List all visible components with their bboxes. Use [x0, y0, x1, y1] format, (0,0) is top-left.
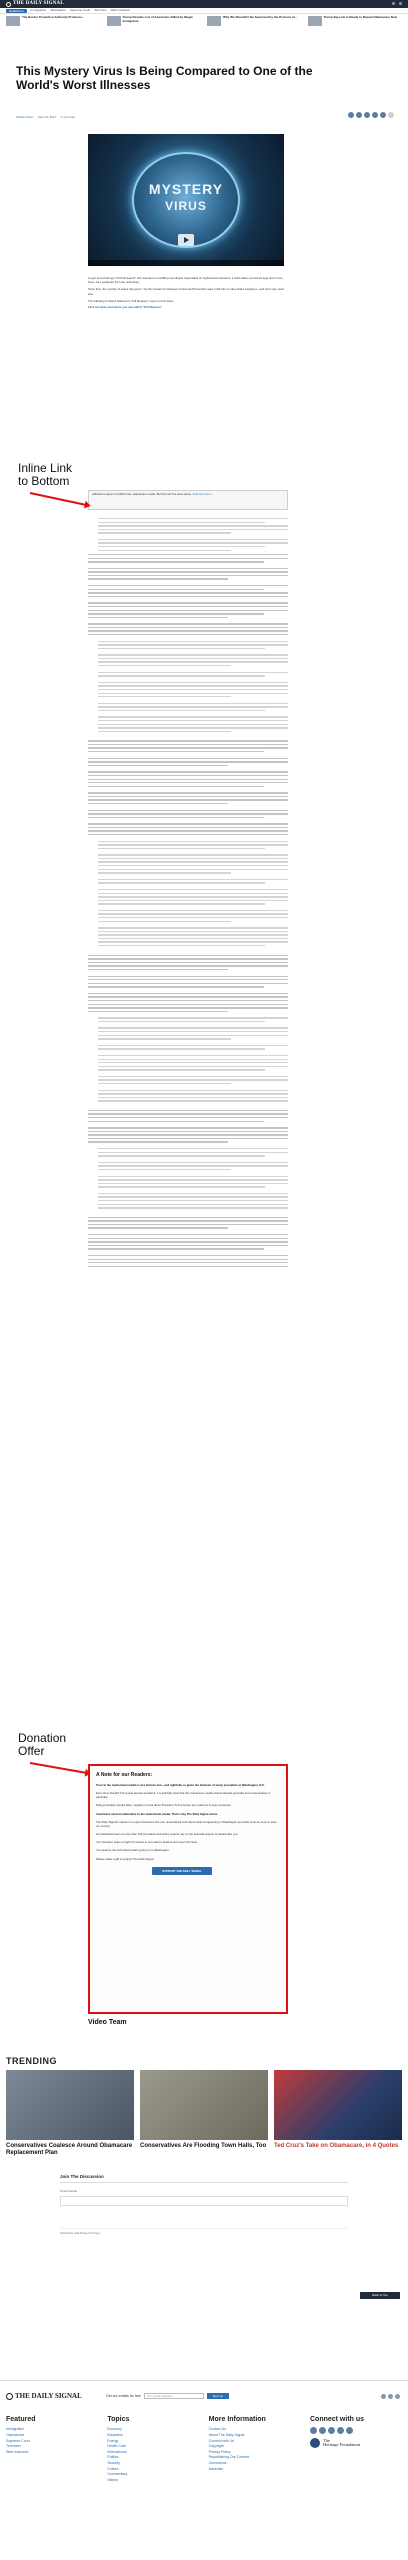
footer-column-topics [107, 2415, 199, 2483]
video-controls[interactable] [88, 260, 284, 266]
top-trending-item[interactable] [6, 16, 101, 30]
connect-social-row [310, 2427, 402, 2434]
youtube-icon[interactable] [395, 2394, 400, 2399]
publish-date: June 02, 2017 [37, 115, 57, 119]
article-paragraph: Since then, the number of cases has grown. Yet the Centers for Disease Control and Prevention says it still has no idea what's causing it—and won't say much else. [88, 287, 285, 296]
facebook-icon[interactable] [348, 112, 354, 118]
annotation-donation [18, 1732, 66, 1758]
paragraph-lines [88, 1110, 288, 1148]
email-field[interactable]: Your email address [144, 2393, 204, 2399]
footer-link[interactable]: Privacy Policy [208, 2449, 231, 2454]
video-team-heading: Video Team [88, 2019, 127, 2026]
footer-link[interactable]: About The Daily Signal [208, 2433, 245, 2438]
menu-icon[interactable] [399, 2, 402, 5]
interview-block [88, 518, 288, 551]
article-paragraph: A year and a half ago "Fox5 Research" first reported on a baffling new illness responsible for nightmarish scenarios: a child wakes up and his legs don't move. Soon, he's paralyzed from the neck down. [88, 276, 284, 285]
footer-link[interactable]: Commentary [107, 2472, 128, 2477]
footer-link[interactable]: Education [107, 2433, 123, 2438]
inline-link-to-bottom[interactable]: Find out more » [192, 492, 213, 496]
comment-input[interactable] [60, 2196, 348, 2206]
youtube-icon[interactable] [337, 2427, 344, 2434]
top-trending-item[interactable] [107, 16, 202, 30]
annotation-inline-link [18, 462, 72, 488]
article-paragraph: The following is Sharyl Attkisson's "Full Measure" report on this issue. [88, 298, 174, 303]
thumbnail [308, 16, 322, 26]
read-time: 4 min read [60, 115, 75, 119]
support-button[interactable]: SUPPORT THE DAILY SIGNAL [152, 1867, 212, 1875]
footer-column-featured [6, 2415, 98, 2483]
signup-label: Get our emails for free [106, 2393, 141, 2398]
article-headline: This Mystery Virus Is Being Compared to One of the World's Worst Illnesses [16, 64, 313, 92]
footer-link[interactable]: Contact Us [208, 2427, 226, 2432]
trending-caption: Conservatives Are Flooding Town Halls, Too [140, 2143, 267, 2149]
inline-callout-text: Attkisson's report on AFM is the mainstream media. But this can't be done alone. [92, 492, 192, 496]
instagram-icon[interactable] [328, 2427, 335, 2434]
email-signup [106, 2393, 229, 2399]
donation-offer-box [88, 1764, 288, 2014]
trending-heading: TRENDING [6, 2056, 57, 2066]
twitter-icon[interactable] [356, 112, 362, 118]
donation-paragraph: Trust in the mainstream media is at a historic low—and rightfully so given the behavior of many journalists in Washington, D.C. [96, 1782, 265, 1787]
subnav-item[interactable]: Immigration [30, 8, 47, 13]
trending-card[interactable] [274, 2070, 402, 2157]
googleplus-icon[interactable] [364, 112, 370, 118]
interview-block [88, 841, 288, 952]
interview-block [88, 641, 288, 738]
logo-mark-icon [6, 2393, 13, 2400]
back-to-top-button[interactable]: Back to Top [360, 2292, 400, 2299]
top-trending-title: Why We Shouldn't Be Surprised by the Protests at... [223, 15, 298, 19]
thumbnail [6, 16, 20, 26]
footer-link[interactable]: Politics [107, 2455, 119, 2460]
trending-image [6, 2070, 134, 2140]
top-trending-title: Trump Says He Is Ready to Repeal Obamacare Now [323, 15, 398, 19]
comment-count: 0 Comments [60, 2189, 78, 2194]
heritage-name-line-1: The [322, 2437, 330, 2443]
thumbnail [107, 16, 121, 26]
paragraph-lines [88, 1217, 288, 1273]
heritage-foundation-logo[interactable] [310, 2438, 402, 2448]
sub-navigation [0, 8, 408, 14]
subnav-item[interactable]: Obamacare [50, 8, 66, 13]
trending-card[interactable] [140, 2070, 268, 2157]
footer-logo[interactable] [6, 2392, 82, 2401]
subnav-active-pill[interactable]: Healthcare [6, 9, 27, 13]
trending-image [140, 2070, 268, 2140]
footer-link[interactable]: Republishing Our Content [208, 2455, 249, 2460]
footer-link[interactable]: Corrections [208, 2461, 227, 2465]
byline [16, 115, 75, 119]
linkedin-icon[interactable] [372, 112, 378, 118]
footer-link[interactable]: Copyright [208, 2444, 224, 2449]
donation-paragraph: Ever since Donald Trump was elected president, it is painfully clear that the mainstream media obsess liberals generally and conservatives in particular. [96, 1790, 271, 1800]
footer-link[interactable]: Culture [107, 2466, 119, 2471]
rss-icon[interactable] [346, 2427, 353, 2434]
top-trending-item[interactable] [207, 16, 302, 30]
heritage-name-line-2: Heritage Foundation [322, 2442, 361, 2448]
subnav-item[interactable]: Terrorism [94, 8, 107, 13]
footer-link[interactable]: Supreme Court [6, 2438, 30, 2443]
paragraph-lines [88, 554, 288, 641]
footer-column-title: Topics [107, 2416, 130, 2423]
paragraph-lines [88, 955, 288, 1018]
top-trending-item[interactable] [308, 16, 403, 30]
top-trending-strip [6, 16, 402, 30]
heritage-name [323, 2439, 360, 2449]
footer-column-title: Featured [6, 2416, 36, 2423]
hero-title-line-1: MYSTERY [148, 181, 224, 197]
trending-card[interactable] [6, 2070, 134, 2157]
footer-site-name: THE DAILY SIGNAL [15, 2392, 82, 2400]
signup-button[interactable]: Sign Up [207, 2393, 229, 2399]
twitter-icon[interactable] [319, 2427, 326, 2434]
topbar-icons [392, 2, 402, 5]
footer-link[interactable]: Videos [107, 2477, 118, 2482]
play-icon[interactable] [178, 234, 194, 246]
article-body-continued [88, 518, 288, 1272]
footer-link[interactable]: Web exclusive [6, 2449, 29, 2454]
top-navbar [0, 0, 408, 8]
watch-link[interactable]: Find out when and where you can watch "Full Measure" [88, 304, 163, 309]
share-buttons [348, 112, 394, 118]
footer-link[interactable]: Security [107, 2461, 120, 2465]
trending-caption: Ted Cruz's Take on Obamacare, in 4 Quotes [274, 2143, 399, 2149]
interview-block [88, 1017, 288, 1107]
comment-count-icon[interactable] [388, 112, 394, 118]
top-trending-title: The Border Protection Authority Promises... [22, 15, 85, 19]
donation-paragraph: Daily journalists spread false, negative rumors about President Trump before any evidence is even produced. [96, 1803, 232, 1808]
donation-paragraph: Our dedicated team of more than 100 journalists and policy experts rely on the financial support of patriots like you. [96, 1832, 239, 1837]
footer-link[interactable]: Economy [107, 2427, 122, 2432]
footer-column-title: More Information [208, 2416, 266, 2423]
footer-link[interactable]: Terrorism [6, 2444, 21, 2449]
site-name: THE DAILY SIGNAL [13, 0, 64, 6]
footer-link[interactable]: Energy [107, 2438, 119, 2443]
heritage-mark-icon [310, 2438, 320, 2448]
footer-link[interactable]: Connect with Us [208, 2438, 235, 2443]
subnav-item[interactable]: Supreme Court [69, 8, 91, 13]
donation-paragraph: Your donation helps us fight for access to our nation's leaders and report the facts. [96, 1840, 198, 1845]
donation-title: A Note for our Readers: [96, 1772, 153, 1778]
email-icon[interactable] [380, 112, 386, 118]
facebook-icon[interactable] [381, 2394, 386, 2399]
subnav-item[interactable]: Web exclusive [110, 8, 131, 13]
footer-column-more-info [209, 2415, 301, 2483]
discussion-heading: Join The Discussion [60, 2174, 348, 2183]
footer-column-title: Connect with us [309, 2416, 365, 2423]
donation-paragraph: Please make a gift to support The Daily Signal. [96, 1856, 155, 1861]
article-body [88, 276, 288, 310]
author-link[interactable]: Kristen Dann [16, 115, 34, 119]
donation-paragraph: The Daily Signal's mission is to give Americans the real, unvarnished truth about what is happening in Washington and what must be done to save our country. [96, 1819, 277, 1828]
footer-divider [0, 2380, 408, 2381]
donation-paragraph: You deserve the truth about what's going on in Washington. [96, 1848, 170, 1853]
twitter-icon[interactable] [388, 2394, 393, 2399]
trending-caption: Conservatives Coalesce Around Obamacare Replacement Plan [6, 2143, 133, 2157]
donation-paragraph: Americans need an alternative to the mainstream media. That's why The Daily Signal exists. [96, 1811, 218, 1816]
trending-row [6, 2070, 402, 2157]
footer-column-connect [310, 2415, 402, 2483]
interview-block [88, 1148, 288, 1214]
top-trending-title: Trump Reveals List of Americans Killed by Illegal Immigrants [122, 15, 193, 23]
trending-image [274, 2070, 402, 2140]
annotation-arrow-icon [30, 1762, 89, 1774]
footer-social-icons [381, 2394, 400, 2399]
site-logo[interactable] [6, 1, 64, 7]
footer-link[interactable]: Health Care [107, 2444, 127, 2449]
hero-title-line-2: VIRUS [165, 199, 207, 213]
paragraph-lines [88, 740, 288, 840]
footer-link[interactable]: Obamacare [6, 2433, 25, 2438]
annotation-arrow-icon [30, 492, 89, 506]
discussion-footer[interactable]: Subscribe Add Disqus Privacy [60, 2228, 348, 2235]
annotation-text: Donation Offer [18, 1731, 67, 1759]
logo-mark-icon [6, 2, 11, 7]
thumbnail [207, 16, 221, 26]
discussion-section [60, 2174, 348, 2235]
footer-columns [6, 2415, 402, 2483]
search-icon[interactable] [392, 2, 395, 5]
annotation-text: Inline Link to Bottom [18, 461, 73, 489]
inline-callout [88, 490, 288, 510]
facebook-icon[interactable] [310, 2427, 317, 2434]
footer-link[interactable]: International [107, 2449, 127, 2454]
footer-link[interactable]: Advertise [208, 2466, 224, 2471]
hero-video[interactable] [88, 134, 284, 266]
footer-link[interactable]: Immigration [6, 2427, 25, 2432]
